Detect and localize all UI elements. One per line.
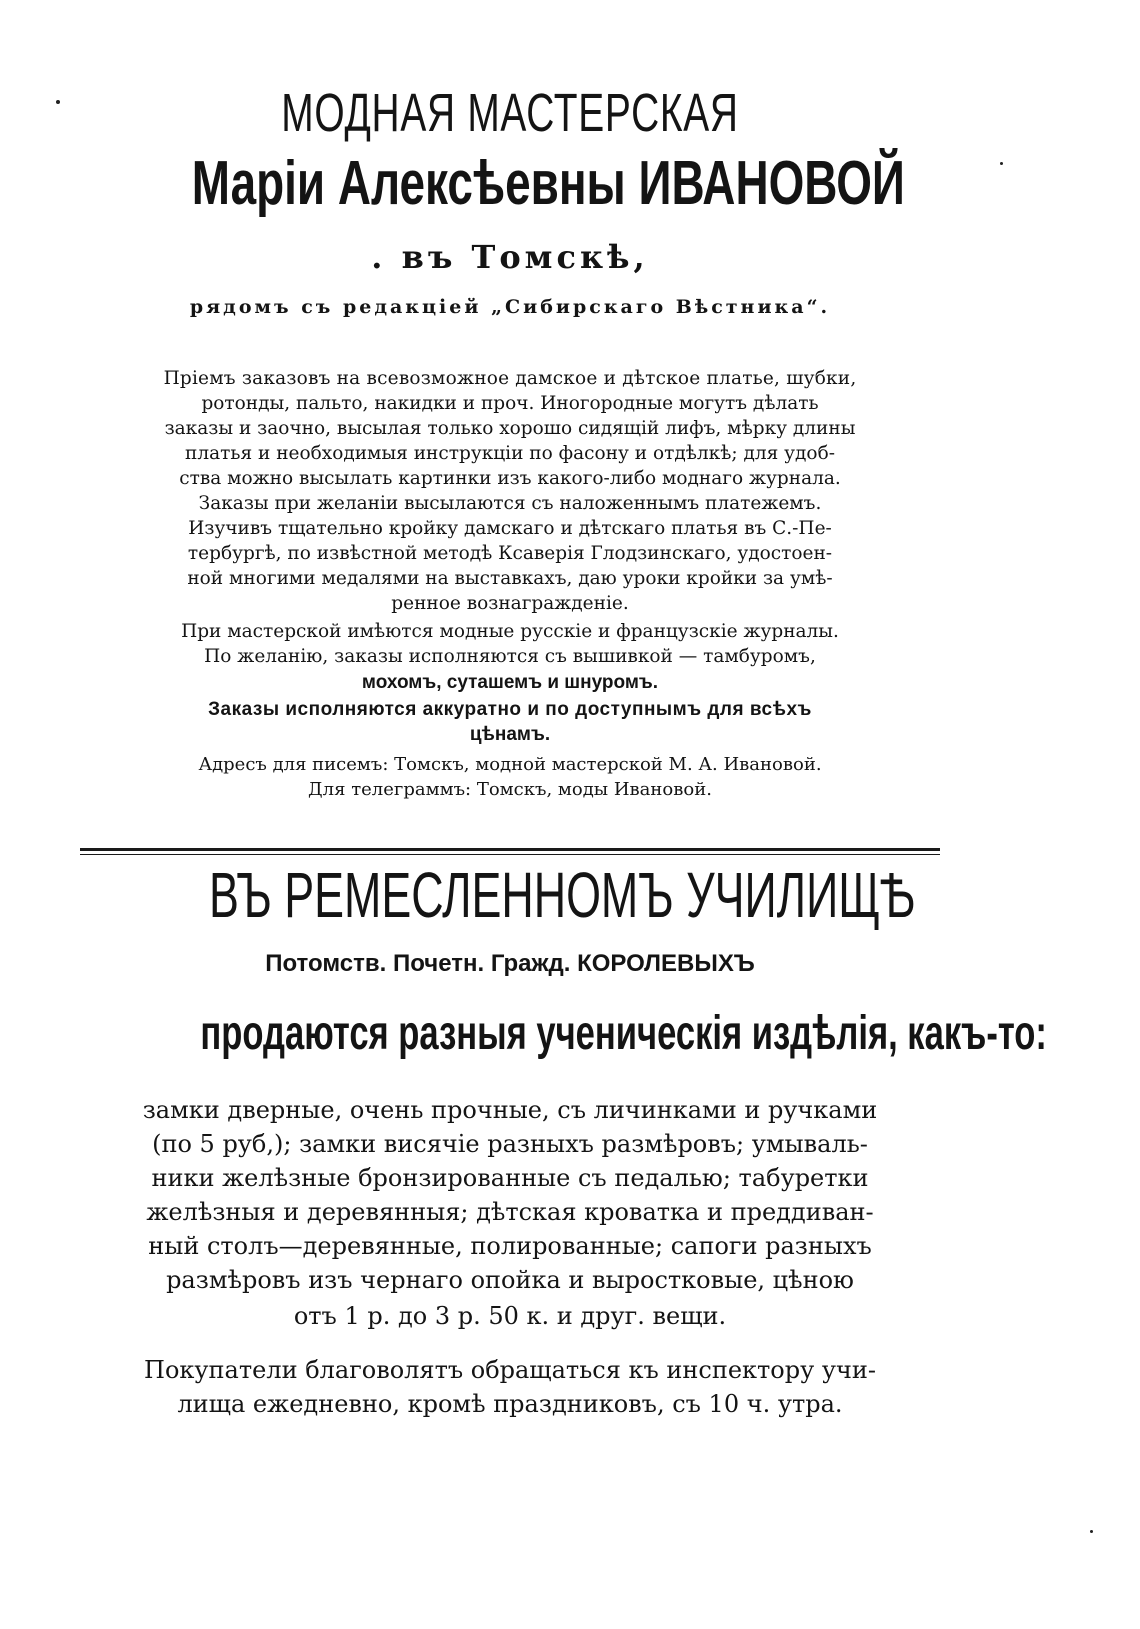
ad1-body-line: По желанiю, заказы исполняются съ вышивкой — тамбуромъ, bbox=[204, 646, 816, 667]
scan-speck bbox=[1000, 162, 1003, 165]
section-divider bbox=[80, 848, 940, 851]
ad1-body-line: заказы и заочно, высылая только хорошо сидящiй лифъ, мѣрку длины bbox=[164, 418, 856, 439]
ad1-city-line: . въ Томскѣ, bbox=[371, 238, 649, 276]
ad2-body-line: размѣровъ изъ чернаго опойка и выростковые, цѣною bbox=[166, 1266, 854, 1294]
scan-speck bbox=[56, 100, 60, 104]
ad2-closing-line: Покупатели благоволятъ обращаться къ инспектору учи- bbox=[144, 1356, 876, 1384]
ad1-body-line: Прiемъ заказовъ на всевозможное дамское и дѣтское платье, шубки, bbox=[163, 368, 857, 389]
ad2-body-line: желѣзныя и деревянныя; дѣтская кроватка и преддиван- bbox=[146, 1198, 874, 1226]
ad1-body-line: Заказы при желанiи высылаются съ наложеннымъ платежемъ. bbox=[198, 493, 822, 514]
ad1-body-line: Адресъ для писемъ: Томскъ, модной мастерской М. А. Ивановой. bbox=[198, 754, 822, 775]
scan-speck bbox=[1090, 1530, 1093, 1533]
ad1-body-line: цѣнамъ. bbox=[469, 724, 551, 745]
ad1-title-line2: Марiи Алексѣевны ИВАНОВОЙ bbox=[191, 149, 905, 218]
ad2-body-line: (по 5 руб,); замки висячiе разныхъ размѣровъ; умываль- bbox=[152, 1130, 868, 1158]
ad2-headline: продаются разныя ученическiя издѣлiя, какъ-то: bbox=[200, 1007, 1047, 1060]
ad1-body-line: Изучивъ тщательно кройку дамскаго и дѣтскаго платья въ С.-Пе- bbox=[188, 518, 832, 539]
ad1-body-line: тербургѣ, по извѣстной методѣ Ксаверiя Глодзинскаго, удостоен- bbox=[187, 543, 833, 564]
ad1-body-line: Заказы исполняются аккуратно и по доступнымъ для всѣхъ bbox=[208, 699, 812, 720]
ad2-subtitle: Потомств. Почетн. Гражд. КОРОЛЕВЫХЪ bbox=[265, 950, 755, 977]
section-divider-thin bbox=[80, 854, 940, 855]
ad1-body-line: ротонды, пальто, накидки и проч. Иногородные могутъ дѣлать bbox=[201, 393, 819, 414]
ad2-closing-line: лища ежедневно, кромѣ праздниковъ, съ 10 ч. утра. bbox=[177, 1390, 843, 1418]
ad1-body-line: ной многими медалями на выставкахъ, даю уроки кройки за умѣ- bbox=[187, 568, 833, 589]
ad1-title-line1: МОДНАЯ МАСТЕРСКАЯ bbox=[281, 83, 739, 143]
ad2-body-line: замки дверные, очень прочные, съ личинками и ручками bbox=[142, 1096, 878, 1124]
ad1-location-line: рядомъ съ редакцiей „Сибирскаго Вѣстника“. bbox=[189, 296, 831, 318]
ad2-title: ВЪ РЕМЕСЛЕННОМЪ УЧИЛИЩѢ bbox=[209, 859, 916, 931]
ad1-body-line: При мастерской имѣются модные русскiе и французскiе журналы. bbox=[181, 621, 839, 642]
ad2-body-line: отъ 1 р. до 3 р. 50 к. и друг. вещи. bbox=[293, 1302, 727, 1330]
ad1-body-line: ренное вознагражденiе. bbox=[391, 593, 629, 614]
ad1-body-line: ства можно высылать картинки изъ какого-либо моднаго журнала. bbox=[179, 468, 841, 489]
ad1-body-line: платья и необходимыя инструкцiи по фасону и отдѣлкѣ; для удоб- bbox=[185, 443, 835, 464]
ad1-body-line: мохомъ, суташемъ и шнуромъ. bbox=[361, 672, 659, 693]
ad1-body-line: Для телеграммъ: Томскъ, моды Ивановой. bbox=[308, 779, 712, 800]
ad2-body-line: ники желѣзные бронзированные съ педалью; табуретки bbox=[151, 1164, 869, 1192]
ad2-body-line: ный столъ—деревянные, полированные; сапоги разныхъ bbox=[148, 1232, 872, 1260]
